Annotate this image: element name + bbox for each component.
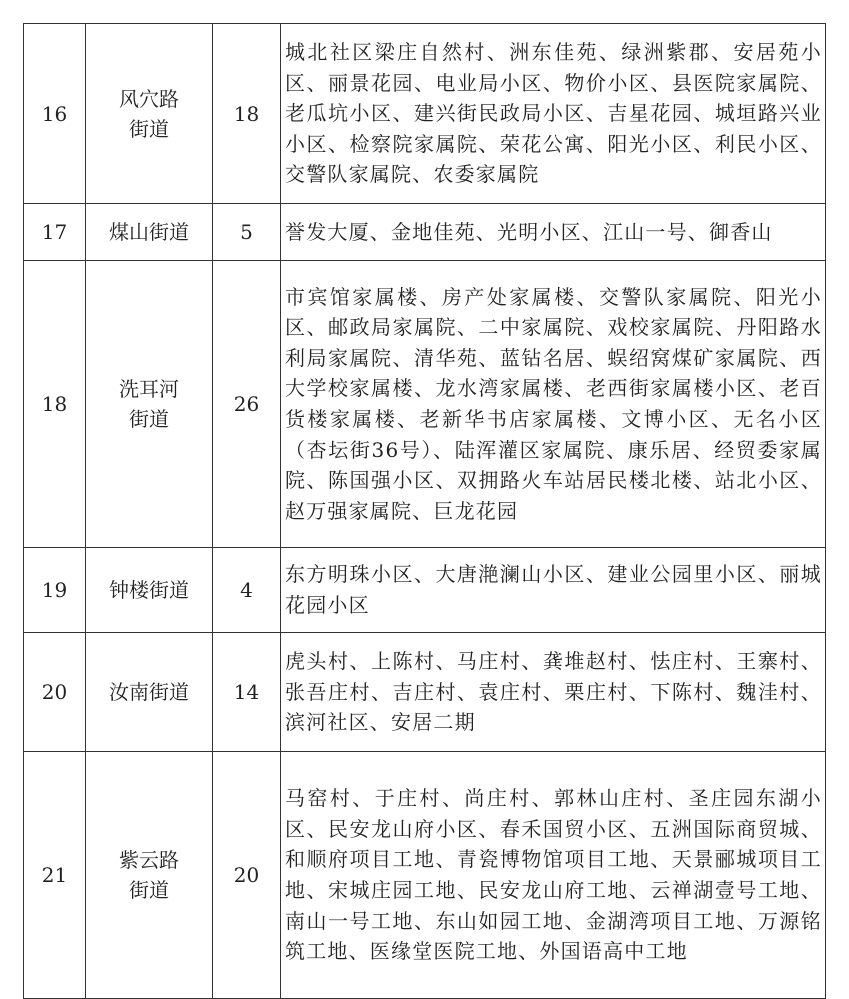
community-count: 18 [213, 24, 281, 204]
community-list: 市宾馆家属楼、房产处家属楼、交警队家属院、阳光小区、邮政局家属院、二中家属院、戏校家属院、丹阳路水利局家属院、清华苑、蓝钻名居、蜈绍窝煤矿家属院、西大学校家属楼、龙水湾家属楼、老西街家属楼小区、老百货楼家属楼、老新华书店家属楼、文博小区、无名小区（杏坛街36号）、陆浑灌区家属院、康乐居、经贸委家属院、陈国强小区、双拥路火车站居民楼北楼、站北小区、赵万强家属院、巨龙花园 [281, 261, 826, 548]
community-list: 虎头村、上陈村、马庄村、龚堆赵村、怯庄村、王寨村、张吾庄村、吉庄村、袁庄村、栗庄村、下陈村、魏洼村、滨河社区、安居二期 [281, 633, 826, 752]
row-number: 17 [24, 204, 86, 261]
street-name [86, 633, 213, 752]
community-count: 5 [213, 204, 281, 261]
street-name [86, 24, 213, 204]
community-list: 马窑村、于庄村、尚庄村、郭林山庄村、圣庄园东湖小区、民安龙山府小区、春禾国贸小区、五洲国际商贸城、和顺府项目工地、青瓷博物馆项目工地、天景郦城项目工地、宋城庄园工地、民安龙山府工地、云禅湖壹号工地、南山一号工地、东山如园工地、金湖湾项目工地、万源铭筑工地、医缘堂医院工地、外国语高中工地 [281, 752, 826, 999]
street-name-line: 洗耳河 [119, 377, 179, 401]
street-name [86, 261, 213, 548]
table-row [24, 204, 826, 261]
street-name [86, 752, 213, 999]
community-list: 誉发大厦、金地佳苑、光明小区、江山一号、御香山 [281, 204, 826, 261]
street-name-line: 汝南街道 [109, 680, 189, 704]
community-table [23, 23, 826, 999]
street-name [86, 204, 213, 261]
community-list: 城北社区梁庄自然村、洲东佳苑、绿洲紫郡、安居苑小区、丽景花园、电业局小区、物价小区、县医院家属院、老瓜坑小区、建兴街民政局小区、吉星花园、城垣路兴业小区、检察院家属院、荣花公寓、阳光小区、利民小区、交警队家属院、农委家属院 [281, 24, 826, 204]
table-row [24, 752, 826, 999]
street-name-line: 街道 [129, 407, 169, 431]
community-count: 26 [213, 261, 281, 548]
community-list: 东方明珠小区、大唐滟澜山小区、建业公园里小区、丽城花园小区 [281, 548, 826, 633]
street-name [86, 548, 213, 633]
street-name-line: 紫云路 [119, 848, 179, 872]
table-row [24, 261, 826, 548]
street-name-line: 煤山街道 [109, 220, 189, 244]
row-number: 20 [24, 633, 86, 752]
row-number: 21 [24, 752, 86, 999]
community-count: 14 [213, 633, 281, 752]
community-count: 4 [213, 548, 281, 633]
row-number: 19 [24, 548, 86, 633]
street-name-line: 钟楼街道 [109, 578, 189, 602]
table-row [24, 548, 826, 633]
row-number: 16 [24, 24, 86, 204]
table-row [24, 633, 826, 752]
street-name-line: 街道 [129, 116, 169, 141]
street-name-line: 街道 [129, 878, 169, 902]
row-number: 18 [24, 261, 86, 548]
community-count: 20 [213, 752, 281, 999]
table-row [24, 24, 826, 204]
street-name-line: 风穴路 [119, 86, 179, 111]
